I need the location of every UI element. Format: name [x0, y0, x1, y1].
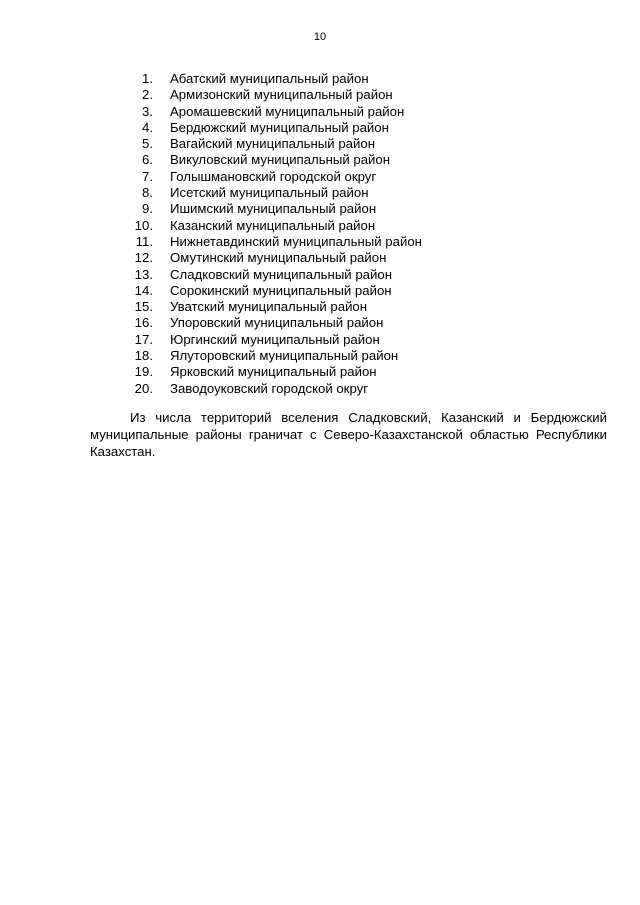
list-item-text: Исетский муниципальный район: [170, 185, 369, 201]
list-item-number: 16.: [134, 315, 153, 331]
list-item-number: 14.: [134, 282, 153, 298]
list-item-number: 15.: [134, 299, 153, 315]
list-item-number: 11.: [135, 233, 153, 249]
list-item-number: 5.: [142, 136, 153, 152]
list-item-text: Сорокинский муниципальный район: [170, 282, 392, 298]
list-item-text: Викуловский муниципальный район: [170, 152, 391, 168]
list-item-text: Ялуторовский муниципальный район: [170, 348, 399, 364]
list-item: [118, 201, 377, 217]
list-item: [118, 348, 399, 364]
list-item-text: Заводоуковский городской округ: [170, 380, 369, 396]
list-item-text: Нижнетавдинский муниципальный район: [170, 233, 422, 249]
list-item-number: 10.: [134, 217, 153, 233]
region-list: [118, 71, 422, 397]
list-item: [118, 331, 380, 348]
list-item-text: Упоровский муниципальный район: [170, 315, 384, 331]
body-paragraph: Из числа территорий вселения Сладковский, Казанский и Бердюжский муниципальные районы граничат с Северо-Казахстанской областью Республики Казахстан.: [90, 410, 607, 460]
list-item-number: 17.: [134, 331, 153, 347]
list-item: [118, 87, 393, 103]
list-item-text: Голышмановский городской округ: [170, 168, 377, 184]
list-item-text: Казанский муниципальный район: [170, 217, 376, 233]
list-item: [118, 250, 387, 266]
list-item-number: 19.: [134, 364, 153, 380]
list-item: [118, 282, 392, 299]
list-item-text: Юргинский муниципальный район: [170, 331, 380, 347]
list-item-number: 7.: [142, 168, 153, 184]
list-item-number: 13.: [134, 266, 153, 282]
list-item-text: Сладковский муниципальный район: [170, 266, 392, 282]
list-item-number: 12.: [134, 250, 153, 266]
list-item-text: Вагайский муниципальный район: [170, 136, 375, 152]
list-item: [118, 152, 391, 168]
list-item-number: 2.: [142, 87, 153, 103]
list-item-text: Абатский муниципальный район: [170, 71, 369, 86]
list-item: [118, 233, 422, 250]
list-item: [118, 103, 405, 120]
list-item-number: 6.: [142, 152, 153, 168]
list-item-number: 20.: [134, 380, 153, 396]
list-item: [118, 136, 375, 152]
list-item-number: 1.: [142, 71, 153, 86]
list-item: [118, 185, 369, 201]
list-item: [118, 217, 376, 234]
list-item-number: 8.: [142, 185, 153, 201]
list-item-number: 3.: [142, 103, 153, 119]
list-item: [118, 119, 389, 136]
list-item: [118, 299, 368, 315]
list-item: [118, 168, 377, 185]
list-item-number: 9.: [142, 201, 153, 217]
list-item-text: Омутинский муниципальный район: [170, 250, 387, 266]
list-item-text: Армизонский муниципальный район: [170, 87, 393, 103]
list-item-text: Аромашевский муниципальный район: [170, 103, 405, 119]
list-item-text: Бердюжский муниципальный район: [170, 119, 389, 135]
list-item-text: Ишимский муниципальный район: [170, 201, 377, 217]
list-item: [118, 380, 369, 397]
list-item: [118, 315, 384, 331]
list-item-text: Ярковский муниципальный район: [170, 364, 377, 380]
list-item-number: 4.: [142, 119, 153, 135]
list-item: [118, 71, 369, 87]
list-item: [118, 364, 377, 380]
list-item-text: Уватский муниципальный район: [170, 299, 368, 315]
list-item-number: 18.: [134, 348, 153, 364]
page-number: 10: [313, 31, 327, 43]
list-item: [118, 266, 392, 283]
